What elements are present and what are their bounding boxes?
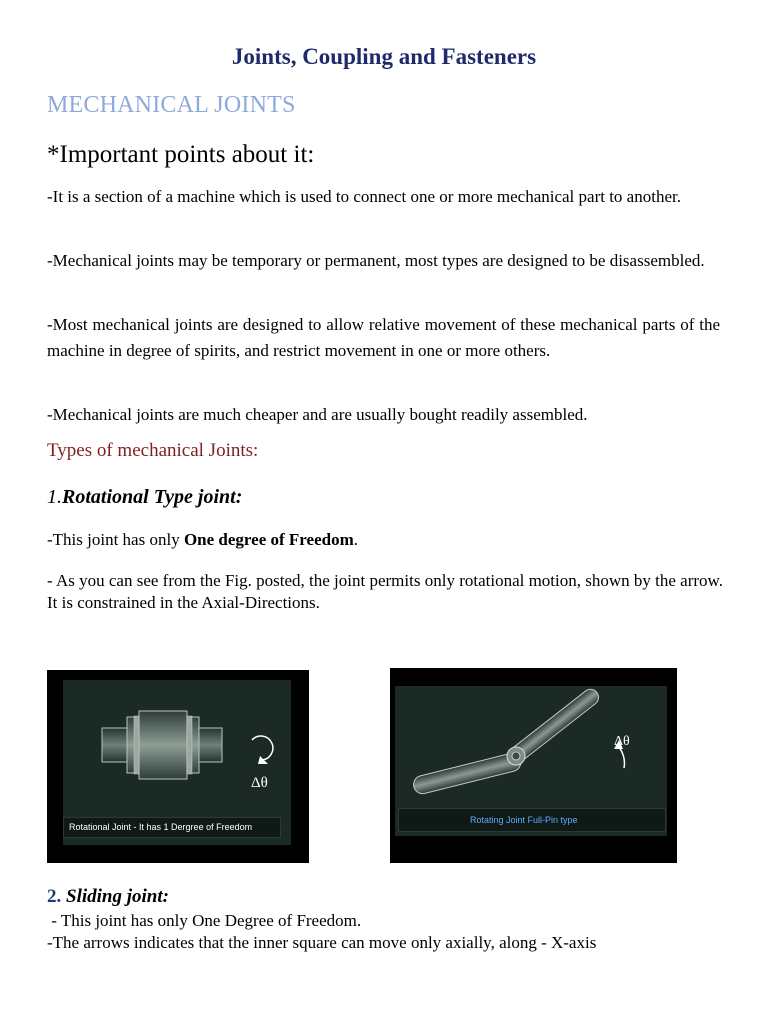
- paragraph-1: -It is a section of a machine which is used to connect one or more mechanical part to another.: [47, 187, 681, 206]
- document-title: Joints, Coupling and Fasteners: [231, 44, 537, 69]
- rotational-heading: [47, 486, 242, 509]
- intro-heading: *Important points about it:: [47, 141, 315, 168]
- full-pin-joint-figure: [390, 668, 677, 863]
- full-pin-joint-drawing: [390, 668, 677, 863]
- rotational-line-1: [47, 529, 737, 551]
- rotational-line-2: - As you can see from the Fig. posted, the joint permits only rotational motion, shown by the arrow. It is constrained in the Axial-Directions.: [47, 571, 723, 612]
- rotational-line-1-bold: One degree of Freedom: [183, 530, 354, 549]
- paragraph-2: -Mechanical joints may be temporary or permanent, most types are designed to be disassembled.: [47, 251, 705, 270]
- right-figure-caption: Rotating Joint Full-Pin type: [470, 815, 578, 825]
- rotational-line-1-prefix: -This joint has only: [47, 530, 184, 549]
- rotational-joint-figure: [47, 670, 309, 863]
- rotational-line-1-suffix: .: [353, 530, 358, 549]
- section-heading: MECHANICAL JOINTS: [47, 92, 296, 118]
- rotational-number: 1.: [47, 486, 62, 508]
- rotational-title: Rotational Type joint:: [62, 486, 243, 508]
- paragraph-4: -Mechanical joints are much cheaper and are usually bought readily assembled.: [47, 405, 588, 424]
- types-heading: Types of mechanical Joints:: [47, 440, 259, 461]
- left-figure-caption: Rotational Joint - It has 1 Dergree of Freedom: [69, 822, 253, 832]
- delta-theta-label: Δθ: [251, 775, 268, 791]
- sliding-number: 2.: [47, 886, 62, 907]
- sliding-heading: [47, 886, 169, 908]
- paragraph-3: -Most mechanical joints are designed to allow relative movement of these mechanical parts of the machine in degree of spirits, and restrict movement in one or more others.: [47, 315, 720, 360]
- sliding-line-1: - This joint has only One Degree of Freedom.: [47, 911, 362, 930]
- sliding-title: Sliding joint:: [66, 886, 169, 907]
- delta-theta-label: Δθ: [614, 734, 630, 749]
- sliding-line-2: -The arrows indicates that the inner square can move only axially, along - X-axis: [47, 933, 597, 952]
